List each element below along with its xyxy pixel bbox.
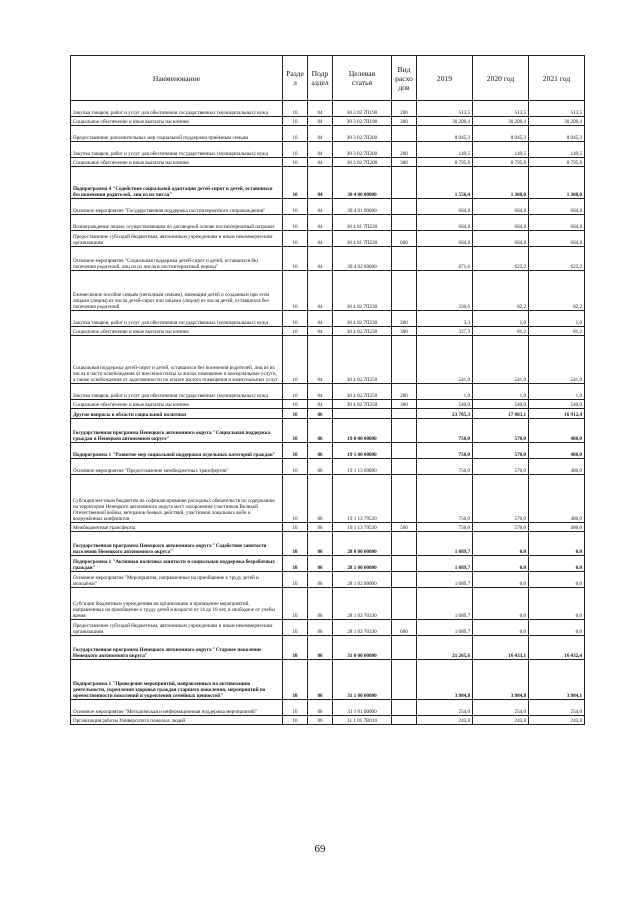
row-expense-type: 500 <box>392 523 417 532</box>
row-target-article: 30 4 01 7П220 <box>333 215 392 231</box>
row-value-2020: 0,0 <box>473 572 529 588</box>
row-name: Основное мероприятие "Социальная поддержка детей-сирот и детей, оставшихся без попечения родителей, лиц из их числа в постинтернатный период" <box>71 247 283 271</box>
row-name: Основное мероприятие "Предоставление межбюджетных трансфертов" <box>71 459 283 475</box>
row-value-2019: 750,0 <box>417 443 473 459</box>
row-section: 10 <box>283 475 308 523</box>
row-section: 10 <box>283 167 308 199</box>
table-row <box>71 336 585 384</box>
row-section: 10 <box>283 199 308 215</box>
row-value-2021: 480,0 <box>529 475 585 523</box>
row-value-2020: 684,8 <box>473 231 529 247</box>
row-name: Подпрограмма 4 "Содействие социальной адаптации детей-сирот и детей, оставшихся без попечения родителей, лиц из их числа" <box>71 167 283 199</box>
row-value-2021: 1,0 <box>529 311 585 327</box>
row-value-2021: 1 308,0 <box>529 167 585 199</box>
row-target-article: 28 1 00 00000 <box>333 556 392 572</box>
row-section: 10 <box>283 231 308 247</box>
row-name: Основное мероприятие "Методическая и информационная поддержка мероприятий" <box>71 700 283 716</box>
row-value-2021: 149,5 <box>529 142 585 158</box>
row-value-2020: 254,0 <box>473 700 529 716</box>
row-target-article: 19 1 13 00000 <box>333 459 392 475</box>
row-value-2021: 684,8 <box>529 199 585 215</box>
row-subsection: 04 <box>308 311 333 327</box>
row-section: 10 <box>283 459 308 475</box>
row-expense-type <box>392 167 417 199</box>
row-value-2021: 684,8 <box>529 215 585 231</box>
row-name: Государственная программа Ненецкого автономного округа "Социальная поддержка граждан в Ненецком автономном округе" <box>71 419 283 443</box>
row-value-2019: 750,0 <box>417 523 473 532</box>
row-section: 10 <box>283 716 308 725</box>
row-section: 10 <box>283 409 308 419</box>
row-value-2019: 750,0 <box>417 475 473 523</box>
table-row <box>71 660 585 700</box>
row-expense-type: 600 <box>392 231 417 247</box>
table-row <box>71 384 585 400</box>
row-subsection: 06 <box>308 572 333 588</box>
row-value-2021: 30 206,4 <box>529 117 585 126</box>
row-name: Межбюджетные трансферты <box>71 523 283 532</box>
row-target-article: 31 1 01 7В010 <box>333 716 392 725</box>
row-subsection: 04 <box>308 336 333 384</box>
row-expense-type <box>392 716 417 725</box>
row-value-2019: 8 795,8 <box>417 158 473 167</box>
row-value-2019: 1 689,7 <box>417 620 473 636</box>
row-expense-type <box>392 419 417 443</box>
row-section: 10 <box>283 336 308 384</box>
row-subsection: 06 <box>308 443 333 459</box>
row-name: Социальное обеспечение и иные выплаты населению <box>71 158 283 167</box>
row-value-2019: 684,8 <box>417 199 473 215</box>
row-section: 10 <box>283 311 308 327</box>
row-section: 10 <box>283 636 308 660</box>
row-value-2020: 1,0 <box>473 384 529 400</box>
row-expense-type <box>392 700 417 716</box>
row-value-2020: 149,5 <box>473 142 529 158</box>
row-value-2021: 0,0 <box>529 532 585 556</box>
row-section: 10 <box>283 271 308 311</box>
row-value-2019: 513,5 <box>417 101 473 117</box>
row-value-2021: 81,2 <box>529 327 585 336</box>
table-row <box>71 443 585 459</box>
row-value-2019: 541,0 <box>417 336 473 384</box>
row-value-2019: 21 265,6 <box>417 636 473 660</box>
header-name: Наименование <box>71 56 283 101</box>
row-value-2021: 0,0 <box>529 588 585 620</box>
row-value-2019: 1 556,4 <box>417 167 473 199</box>
row-subsection: 06 <box>308 409 333 419</box>
row-expense-type: 200 <box>392 384 417 400</box>
table-header-row <box>71 56 585 101</box>
row-section: 10 <box>283 588 308 620</box>
row-expense-type: 600 <box>392 620 417 636</box>
row-expense-type: 200 <box>392 142 417 158</box>
row-target-article <box>333 409 392 419</box>
row-section: 10 <box>283 142 308 158</box>
table-row <box>71 409 585 419</box>
row-target-article: 28 0 00 00000 <box>333 532 392 556</box>
row-expense-type <box>392 199 417 215</box>
table-row <box>71 572 585 588</box>
row-name: Закупка товаров, работ и услуг для обеспечения государственных (муниципальных) нужд <box>71 142 283 158</box>
row-value-2021: 0,0 <box>529 572 585 588</box>
row-section: 10 <box>283 117 308 126</box>
row-value-2021: 480,0 <box>529 419 585 443</box>
row-section: 10 <box>283 419 308 443</box>
header-target-article: Целевая статья <box>333 56 392 101</box>
row-subsection: 06 <box>308 532 333 556</box>
row-value-2019: 3 984,8 <box>417 660 473 700</box>
row-target-article: 30 3 02 7П200 <box>333 158 392 167</box>
row-expense-type <box>392 443 417 459</box>
row-value-2020: 8 795,8 <box>473 158 529 167</box>
row-subsection: 06 <box>308 660 333 700</box>
table-row <box>71 556 585 572</box>
header-section: Разде л <box>283 56 308 101</box>
row-section: 10 <box>283 247 308 271</box>
row-value-2021: 480,0 <box>529 443 585 459</box>
row-name: Организация работы Университета пожилых людей <box>71 716 283 725</box>
row-value-2020: 16 433,1 <box>473 636 529 660</box>
table-row <box>71 327 585 336</box>
table-row <box>71 523 585 532</box>
header-year-2019: 2019 <box>417 56 473 101</box>
row-target-article: 30 4 02 7П230 <box>333 271 392 311</box>
row-value-2019: 1 689,7 <box>417 532 473 556</box>
table-row <box>71 419 585 443</box>
row-value-2020: 1 308,0 <box>473 167 529 199</box>
row-value-2019: 1,0 <box>417 384 473 400</box>
table-row <box>71 101 585 117</box>
row-subsection: 06 <box>308 620 333 636</box>
row-section: 10 <box>283 532 308 556</box>
row-expense-type <box>392 336 417 384</box>
row-target-article: 30 4 01 7П220 <box>333 231 392 247</box>
row-name: Социальное обеспечение и иные выплаты населению <box>71 117 283 126</box>
row-value-2021: 0,0 <box>529 620 585 636</box>
header-year-2021: 2021 год <box>529 56 585 101</box>
row-name: Социальное обеспечение и иные выплаты населению <box>71 400 283 409</box>
row-value-2020: 623,2 <box>473 247 529 271</box>
row-expense-type <box>392 459 417 475</box>
row-value-2020: 30 206,4 <box>473 117 529 126</box>
row-value-2021: 480,0 <box>529 459 585 475</box>
row-target-article: 30 4 02 7П250 <box>333 400 392 409</box>
row-value-2021: 82,2 <box>529 271 585 311</box>
row-subsection: 04 <box>308 215 333 231</box>
row-subsection: 04 <box>308 400 333 409</box>
row-value-2019: 1 689,7 <box>417 556 473 572</box>
row-expense-type: 200 <box>392 101 417 117</box>
table-row <box>71 475 585 523</box>
row-name: Основное мероприятие "Государственная поддержка постинтернатного сопровождения" <box>71 199 283 215</box>
row-value-2021: 684,8 <box>529 231 585 247</box>
row-subsection: 06 <box>308 475 333 523</box>
row-subsection: 06 <box>308 716 333 725</box>
row-value-2019: 750,0 <box>417 459 473 475</box>
table-row <box>71 459 585 475</box>
row-name: Другие вопросы в области социальной политики <box>71 409 283 419</box>
row-value-2020: 0,0 <box>473 556 529 572</box>
row-value-2019: 684,8 <box>417 231 473 247</box>
row-name: Подпрограмма 1 "Развитие мер социальной поддержки отдельных категорий граждан" <box>71 443 283 459</box>
row-value-2021: 243,8 <box>529 716 585 725</box>
row-target-article: 30 3 02 7П200 <box>333 142 392 158</box>
row-name: Предоставление субсидий бюджетным, автономным учреждениям и иным некоммерческим организациям <box>71 620 283 636</box>
table-row <box>71 620 585 636</box>
row-target-article: 31 1 00 00000 <box>333 660 392 700</box>
row-value-2019: 750,0 <box>417 419 473 443</box>
row-subsection: 06 <box>308 556 333 572</box>
row-name: Субсидия местным бюджетам на софинансирование расходных обязательств по содержанию на территории Ненецкого автономного округа мест захоронения участников Великой Отечественной войны, ветеранов боевых действий, участников локальных войн и вооружённых конфликтов <box>71 475 283 523</box>
table-row <box>71 532 585 556</box>
row-expense-type <box>392 409 417 419</box>
row-value-2020: 570,0 <box>473 419 529 443</box>
row-value-2020: 513,5 <box>473 101 529 117</box>
table-row <box>71 231 585 247</box>
row-target-article: 28 1 02 70330 <box>333 620 392 636</box>
row-value-2020: 82,2 <box>473 271 529 311</box>
row-expense-type <box>392 532 417 556</box>
row-subsection: 06 <box>308 700 333 716</box>
row-expense-type <box>392 636 417 660</box>
row-expense-type <box>392 556 417 572</box>
row-target-article: 30 4 02 7П250 <box>333 384 392 400</box>
row-value-2020: 570,0 <box>473 443 529 459</box>
row-expense-type: 200 <box>392 311 417 327</box>
header-expense-type: Вид расхо дов <box>392 56 417 101</box>
row-value-2020: 684,8 <box>473 215 529 231</box>
row-value-2020: 570,0 <box>473 475 529 523</box>
row-subsection: 04 <box>308 271 333 311</box>
row-subsection: 04 <box>308 199 333 215</box>
row-value-2019: 254,0 <box>417 700 473 716</box>
row-section: 10 <box>283 126 308 142</box>
row-subsection: 04 <box>308 384 333 400</box>
row-section: 10 <box>283 327 308 336</box>
row-value-2019: 149,5 <box>417 142 473 158</box>
row-name: Государственная программа Ненецкого автономного округа "Содействие занятости населения Ненецкого автономного округа" <box>71 532 283 556</box>
row-expense-type <box>392 247 417 271</box>
row-name: Ежемесячное пособие семьям (неполным семьям), имеющим детей и созданным при этом лицами (лицом) из числа детей-сирот или лицами (лицом) из числа детей, оставшихся без попечения родителей <box>71 271 283 311</box>
row-value-2020: 0,0 <box>473 620 529 636</box>
row-name: Вознаграждение лицам, осуществляющим по договорной основе постинтернатный патронат <box>71 215 283 231</box>
row-value-2021: 254,0 <box>529 700 585 716</box>
row-name: Закупка товаров, работ и услуг для обеспечения государственных (муниципальных) нужд <box>71 101 283 117</box>
row-value-2021: 16 912,4 <box>529 409 585 419</box>
row-expense-type <box>392 572 417 588</box>
document-page <box>70 55 584 725</box>
row-name: Закупка товаров, работ и услуг для обеспечения государственных (муниципальных) нужд <box>71 384 283 400</box>
row-section: 10 <box>283 620 308 636</box>
table-row <box>71 311 585 327</box>
row-value-2020: 81,2 <box>473 327 529 336</box>
row-subsection: 04 <box>308 158 333 167</box>
row-subsection: 04 <box>308 142 333 158</box>
row-name: Подпрограмма 1 "Активная политика занятости и социальная поддержка безработных граждан" <box>71 556 283 572</box>
row-value-2019: 8 945,3 <box>417 126 473 142</box>
row-target-article: 30 4 02 7П230 <box>333 327 392 336</box>
row-value-2020: 17 003,1 <box>473 409 529 419</box>
row-target-article: 30 3 02 7П190 <box>333 101 392 117</box>
row-section: 10 <box>283 523 308 532</box>
row-value-2021: 623,2 <box>529 247 585 271</box>
row-value-2020: 243,8 <box>473 716 529 725</box>
row-value-2021: 541,0 <box>529 336 585 384</box>
row-subsection: 04 <box>308 126 333 142</box>
table-row <box>71 400 585 409</box>
row-value-2020: 1,0 <box>473 311 529 327</box>
table-row <box>71 158 585 167</box>
row-name: Социальное обеспечение и иные выплаты населению <box>71 327 283 336</box>
row-target-article: 19 0 00 00000 <box>333 419 392 443</box>
table-row <box>71 117 585 126</box>
row-subsection: 04 <box>308 117 333 126</box>
row-value-2021: 480,0 <box>529 523 585 532</box>
row-expense-type: 300 <box>392 327 417 336</box>
row-target-article: 19 1 00 00000 <box>333 443 392 459</box>
row-name: Основное мероприятие "Мероприятия, направленные на приобщение к труду детей и молодёжи" <box>71 572 283 588</box>
row-value-2021: 16 432,4 <box>529 636 585 660</box>
row-section: 10 <box>283 384 308 400</box>
row-target-article: 30 4 02 7П250 <box>333 336 392 384</box>
row-name: Государственная программа Ненецкого автономного округа "Старшее поколение Ненецкого автономного округа" <box>71 636 283 660</box>
row-subsection: 06 <box>308 523 333 532</box>
row-subsection: 04 <box>308 231 333 247</box>
row-value-2019: 871,6 <box>417 247 473 271</box>
row-section: 10 <box>283 700 308 716</box>
row-value-2021: 1,0 <box>529 384 585 400</box>
row-target-article: 28 1 02 70330 <box>333 588 392 620</box>
row-target-article: 30 3 02 7П190 <box>333 117 392 126</box>
page-number: 69 <box>314 843 326 855</box>
row-value-2019: 1 689,7 <box>417 572 473 588</box>
row-section: 10 <box>283 572 308 588</box>
row-expense-type: 300 <box>392 158 417 167</box>
table-row <box>71 167 585 199</box>
row-expense-type <box>392 588 417 620</box>
row-value-2020: 0,0 <box>473 588 529 620</box>
row-name: Социальная поддержка детей-сирот и детей, оставшихся без попечения родителей, лиц из их числа в части освобождения от внесения платы за жилое помещение и коммунальные услуги, а также освобождения от задолженности по оплате жилого помещения и коммунальных услуг <box>71 336 283 384</box>
row-name: Субсидии бюджетным учреждениям на организацию и проведение мероприятий, направленных на приобщение к труду детей в возрасте от 14 до 18 лет, в свободное от учебы время <box>71 588 283 620</box>
row-subsection: 06 <box>308 419 333 443</box>
table-row <box>71 588 585 620</box>
row-value-2019: 30 206,4 <box>417 117 473 126</box>
row-target-article: 28 1 02 00000 <box>333 572 392 588</box>
row-value-2021: 540,0 <box>529 400 585 409</box>
row-value-2021: 8 945,3 <box>529 126 585 142</box>
row-section: 10 <box>283 443 308 459</box>
row-subsection: 04 <box>308 327 333 336</box>
row-subsection: 06 <box>308 588 333 620</box>
row-section: 10 <box>283 400 308 409</box>
row-value-2019: 1 689,7 <box>417 588 473 620</box>
row-value-2020: 541,0 <box>473 336 529 384</box>
row-target-article: 19 1 13 79530 <box>333 475 392 523</box>
table-row <box>71 271 585 311</box>
row-value-2021: 0,0 <box>529 556 585 572</box>
table-row <box>71 199 585 215</box>
row-value-2019: 3,3 <box>417 311 473 327</box>
budget-table <box>70 55 585 725</box>
table-row <box>71 716 585 725</box>
row-value-2020: 540,0 <box>473 400 529 409</box>
row-section: 10 <box>283 660 308 700</box>
row-target-article: 30 4 01 00000 <box>333 199 392 215</box>
row-value-2021: 3 984,1 <box>529 660 585 700</box>
row-value-2019: 684,8 <box>417 215 473 231</box>
row-target-article: 19 1 13 79530 <box>333 523 392 532</box>
row-subsection: 06 <box>308 459 333 475</box>
row-name: Подпрограмма 1 "Проведение мероприятий, направленных на активизацию деятельности, укрепления здоровья граждан старшего поколения, мероприятий по преемственности поколений и укрепления семейных ценностей" <box>71 660 283 700</box>
row-name: Закупка товаров, работ и услуг для обеспечения государственных (муниципальных) нужд <box>71 311 283 327</box>
row-section: 10 <box>283 158 308 167</box>
row-name: Предоставление субсидий бюджетным, автономным учреждениям и иным некоммерческим организациям <box>71 231 283 247</box>
header-subsection: Подр аздел <box>308 56 333 101</box>
row-target-article: 31 1 01 00000 <box>333 700 392 716</box>
row-section: 10 <box>283 101 308 117</box>
row-value-2020: 3 984,8 <box>473 660 529 700</box>
row-subsection: 04 <box>308 247 333 271</box>
table-row <box>71 126 585 142</box>
row-name: Предоставление дополнительных мер социальной поддержки приёмным семьям <box>71 126 283 142</box>
row-value-2021: 8 795,8 <box>529 158 585 167</box>
row-expense-type <box>392 475 417 523</box>
row-expense-type <box>392 126 417 142</box>
row-target-article: 30 3 02 7П200 <box>333 126 392 142</box>
row-value-2019: 23 705,3 <box>417 409 473 419</box>
table-row <box>71 700 585 716</box>
row-expense-type: 300 <box>392 117 417 126</box>
row-expense-type: 300 <box>392 400 417 409</box>
row-value-2019: 330,6 <box>417 271 473 311</box>
row-value-2019: 540,0 <box>417 400 473 409</box>
table-body <box>71 101 585 725</box>
table-row <box>71 215 585 231</box>
table-row <box>71 247 585 271</box>
row-target-article: 30 4 00 00000 <box>333 167 392 199</box>
row-value-2020: 684,8 <box>473 199 529 215</box>
row-value-2020: 0,0 <box>473 532 529 556</box>
table-row <box>71 636 585 660</box>
row-target-article: 30 4 02 00000 <box>333 247 392 271</box>
row-expense-type <box>392 215 417 231</box>
table-row <box>71 142 585 158</box>
row-expense-type <box>392 660 417 700</box>
row-value-2020: 570,0 <box>473 459 529 475</box>
row-target-article: 30 4 02 7П230 <box>333 311 392 327</box>
row-subsection: 04 <box>308 167 333 199</box>
row-value-2021: 513,5 <box>529 101 585 117</box>
row-value-2019: 243,8 <box>417 716 473 725</box>
row-value-2020: 570,0 <box>473 523 529 532</box>
row-expense-type <box>392 271 417 311</box>
row-value-2019: 327,3 <box>417 327 473 336</box>
header-year-2020: 2020 год <box>473 56 529 101</box>
row-subsection: 04 <box>308 101 333 117</box>
row-section: 10 <box>283 556 308 572</box>
row-subsection: 06 <box>308 636 333 660</box>
row-value-2020: 8 945,3 <box>473 126 529 142</box>
row-target-article: 31 0 00 00000 <box>333 636 392 660</box>
row-section: 10 <box>283 215 308 231</box>
